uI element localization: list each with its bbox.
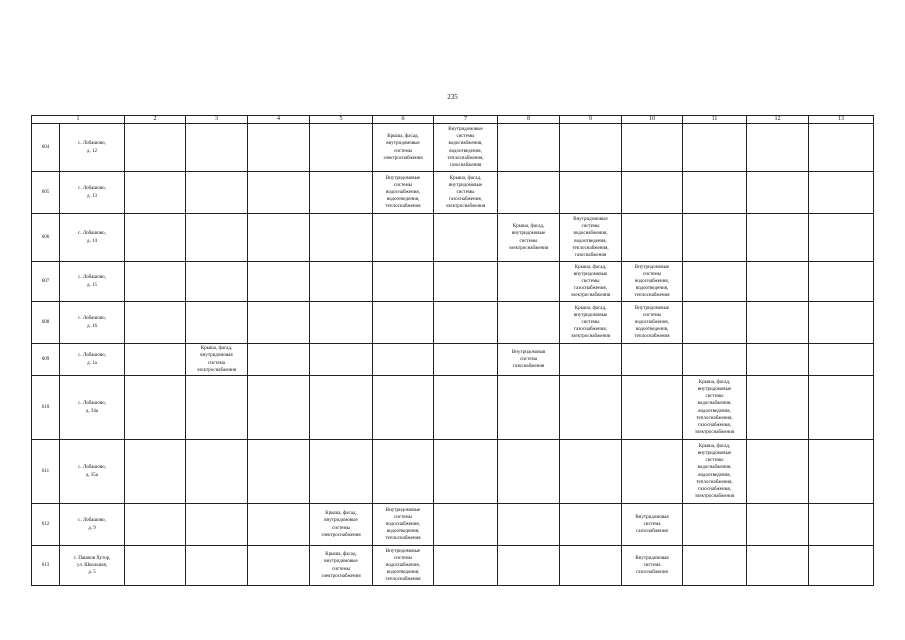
empty-cell — [248, 344, 310, 376]
column-number-cell: 8 — [498, 116, 560, 124]
empty-cell — [248, 302, 310, 344]
empty-cell — [434, 376, 498, 440]
empty-cell — [434, 546, 498, 586]
empty-cell — [498, 440, 560, 504]
column-number-cell: 2 — [125, 116, 186, 124]
empty-cell — [310, 302, 373, 344]
row-number-cell: 610 — [32, 376, 60, 440]
empty-cell — [434, 504, 498, 546]
work-type-cell: Крыша, фасад, внутридомовые системы электроснабжения — [310, 546, 373, 586]
row-number-cell: 606 — [32, 214, 60, 262]
empty-cell — [622, 172, 683, 214]
address-cell: с. Лобашово, д. 13 — [60, 172, 125, 214]
empty-cell — [434, 302, 498, 344]
work-type-cell: Внутридомовые системы водоснабжения, водоотведения, теплоснабжения — [373, 546, 434, 586]
column-number-cell: 1 — [32, 116, 125, 124]
row-number-cell: 613 — [32, 546, 60, 586]
work-type-cell: Внутридомовая система газоснабжения — [622, 504, 683, 546]
empty-cell — [248, 172, 310, 214]
empty-cell — [809, 344, 874, 376]
empty-cell — [186, 302, 248, 344]
column-number-cell: 10 — [622, 116, 683, 124]
empty-cell — [809, 302, 874, 344]
work-type-cell: Крыша, фасад, внутридомовая система электроснабжения — [186, 344, 248, 376]
empty-cell — [560, 172, 622, 214]
empty-cell — [373, 344, 434, 376]
table-row — [32, 214, 874, 262]
address-cell: с. Пашков Хутор, ул. Школьная, д. 5 — [60, 546, 125, 586]
empty-cell — [622, 344, 683, 376]
empty-cell — [683, 302, 747, 344]
empty-cell — [683, 262, 747, 302]
work-type-cell: Крыша, фасад, внутридомовые системы газоснабжения, электроснабжения — [434, 172, 498, 214]
empty-cell — [186, 172, 248, 214]
table-row — [32, 172, 874, 214]
empty-cell — [248, 504, 310, 546]
empty-cell — [560, 124, 622, 172]
table-row — [32, 440, 874, 504]
table-row — [32, 124, 874, 172]
empty-cell — [809, 440, 874, 504]
empty-cell — [747, 504, 809, 546]
empty-cell — [434, 262, 498, 302]
empty-cell — [125, 262, 186, 302]
column-number-cell: 7 — [434, 116, 498, 124]
column-number-cell: 9 — [560, 116, 622, 124]
empty-cell — [560, 546, 622, 586]
empty-cell — [125, 124, 186, 172]
column-number-cell: 6 — [373, 116, 434, 124]
empty-cell — [747, 546, 809, 586]
empty-cell — [809, 376, 874, 440]
address-cell: с. Лобашово, д. 34а — [60, 376, 125, 440]
column-number-cell: 5 — [310, 116, 373, 124]
empty-cell — [683, 504, 747, 546]
empty-cell — [747, 344, 809, 376]
empty-cell — [560, 440, 622, 504]
page-number: 235 — [447, 93, 458, 101]
address-cell: с. Лобашово, д. 12 — [60, 124, 125, 172]
address-cell: с. Лобашово, д. 1а — [60, 344, 125, 376]
empty-cell — [747, 376, 809, 440]
empty-cell — [310, 262, 373, 302]
empty-cell — [248, 124, 310, 172]
work-type-cell: Внутридомовые системы водоснабжения, водоотведения, теплоснабжения — [622, 302, 683, 344]
empty-cell — [310, 124, 373, 172]
empty-cell — [248, 440, 310, 504]
empty-cell — [747, 262, 809, 302]
column-number-cell: 12 — [747, 116, 809, 124]
empty-cell — [125, 376, 186, 440]
empty-cell — [622, 376, 683, 440]
empty-cell — [310, 172, 373, 214]
empty-cell — [434, 214, 498, 262]
work-type-cell: Внутридомовая система газоснабжения — [498, 344, 560, 376]
empty-cell — [186, 262, 248, 302]
empty-cell — [683, 214, 747, 262]
table-row — [32, 262, 874, 302]
empty-cell — [310, 344, 373, 376]
empty-cell — [125, 302, 186, 344]
row-number-cell: 604 — [32, 124, 60, 172]
empty-cell — [560, 344, 622, 376]
work-type-cell: Крыша, фасад, внутридомовые системы газоснабжения, электроснабжения — [560, 302, 622, 344]
row-number-cell: 609 — [32, 344, 60, 376]
column-number-row — [32, 116, 874, 124]
address-cell: с. Лобашово, д. 35а — [60, 440, 125, 504]
work-type-cell: Крыша, фасад, внутридомовые системы водоснабжения, водоотведения, теплоснабжения, газоснабжения, электроснабжения — [683, 376, 747, 440]
work-type-cell: Внутридомовые системы водоснабжения, водоотведения, теплоснабжения — [622, 262, 683, 302]
table-row — [32, 504, 874, 546]
address-cell: с. Лобашово, д. 15 — [60, 262, 125, 302]
row-number-cell: 607 — [32, 262, 60, 302]
empty-cell — [125, 214, 186, 262]
empty-cell — [498, 546, 560, 586]
empty-cell — [310, 440, 373, 504]
empty-cell — [498, 124, 560, 172]
empty-cell — [809, 262, 874, 302]
empty-cell — [373, 262, 434, 302]
address-cell: с. Лобашово, д. 9 — [60, 504, 125, 546]
work-type-cell: Крыша, фасад, внутридомовые системы газоснабжения, электроснабжения — [560, 262, 622, 302]
empty-cell — [125, 440, 186, 504]
empty-cell — [809, 546, 874, 586]
empty-cell — [434, 344, 498, 376]
empty-cell — [747, 440, 809, 504]
work-type-cell: Внутридомовые системы водоснабжения, водоотведения, теплоснабжения, газоснабжения — [434, 124, 498, 172]
empty-cell — [809, 214, 874, 262]
table-row — [32, 302, 874, 344]
table-row — [32, 344, 874, 376]
repair-schedule-table — [31, 115, 874, 586]
empty-cell — [186, 546, 248, 586]
empty-cell — [560, 376, 622, 440]
empty-cell — [373, 440, 434, 504]
work-type-cell: Внутридомовые системы водоснабжения, водоотведения, теплоснабжения, газоснабжения — [560, 214, 622, 262]
column-number-cell: 11 — [683, 116, 747, 124]
column-number-cell: 3 — [186, 116, 248, 124]
column-number-cell: 4 — [248, 116, 310, 124]
row-number-cell: 605 — [32, 172, 60, 214]
empty-cell — [683, 546, 747, 586]
row-number-cell: 608 — [32, 302, 60, 344]
empty-cell — [622, 440, 683, 504]
table-row — [32, 376, 874, 440]
address-cell: с. Лобашово, д. 16 — [60, 302, 125, 344]
empty-cell — [683, 124, 747, 172]
empty-cell — [747, 172, 809, 214]
column-number-cell: 13 — [809, 116, 874, 124]
empty-cell — [373, 214, 434, 262]
empty-cell — [809, 124, 874, 172]
empty-cell — [186, 504, 248, 546]
empty-cell — [310, 376, 373, 440]
empty-cell — [186, 376, 248, 440]
empty-cell — [434, 440, 498, 504]
work-type-cell: Крыша, фасад, внутридомовые системы электроснабжения — [498, 214, 560, 262]
empty-cell — [498, 172, 560, 214]
empty-cell — [747, 302, 809, 344]
empty-cell — [186, 214, 248, 262]
empty-cell — [248, 376, 310, 440]
empty-cell — [186, 124, 248, 172]
empty-cell — [809, 172, 874, 214]
empty-cell — [498, 376, 560, 440]
address-cell: с. Лобашово, д. 14 — [60, 214, 125, 262]
empty-cell — [683, 344, 747, 376]
empty-cell — [498, 504, 560, 546]
empty-cell — [125, 344, 186, 376]
empty-cell — [809, 504, 874, 546]
empty-cell — [560, 504, 622, 546]
empty-cell — [373, 376, 434, 440]
work-type-cell: Крыша, фасад, внутридомовые системы электроснабжения — [373, 124, 434, 172]
work-type-cell: Внутридомовая система газоснабжения — [622, 546, 683, 586]
empty-cell — [498, 302, 560, 344]
empty-cell — [498, 262, 560, 302]
work-type-cell: Крыша, фасад, внутридомовые системы водоснабжения, водоотведения, теплоснабжения, газоснабжения, электроснабжения — [683, 440, 747, 504]
work-type-cell: Внутридомовые системы водоснабжения, водоотведения, теплоснабжения — [373, 172, 434, 214]
empty-cell — [373, 302, 434, 344]
row-number-cell: 611 — [32, 440, 60, 504]
empty-cell — [125, 172, 186, 214]
work-type-cell: Крыша, фасад, внутридомовые системы электроснабжения — [310, 504, 373, 546]
empty-cell — [248, 214, 310, 262]
empty-cell — [186, 440, 248, 504]
row-number-cell: 612 — [32, 504, 60, 546]
empty-cell — [747, 214, 809, 262]
empty-cell — [622, 124, 683, 172]
table-row — [32, 546, 874, 586]
empty-cell — [747, 124, 809, 172]
empty-cell — [248, 262, 310, 302]
empty-cell — [248, 546, 310, 586]
work-type-cell: Внутридомовые системы водоснабжения, водоотведения, теплоснабжения — [373, 504, 434, 546]
empty-cell — [125, 546, 186, 586]
empty-cell — [683, 172, 747, 214]
empty-cell — [310, 214, 373, 262]
empty-cell — [622, 214, 683, 262]
empty-cell — [125, 504, 186, 546]
